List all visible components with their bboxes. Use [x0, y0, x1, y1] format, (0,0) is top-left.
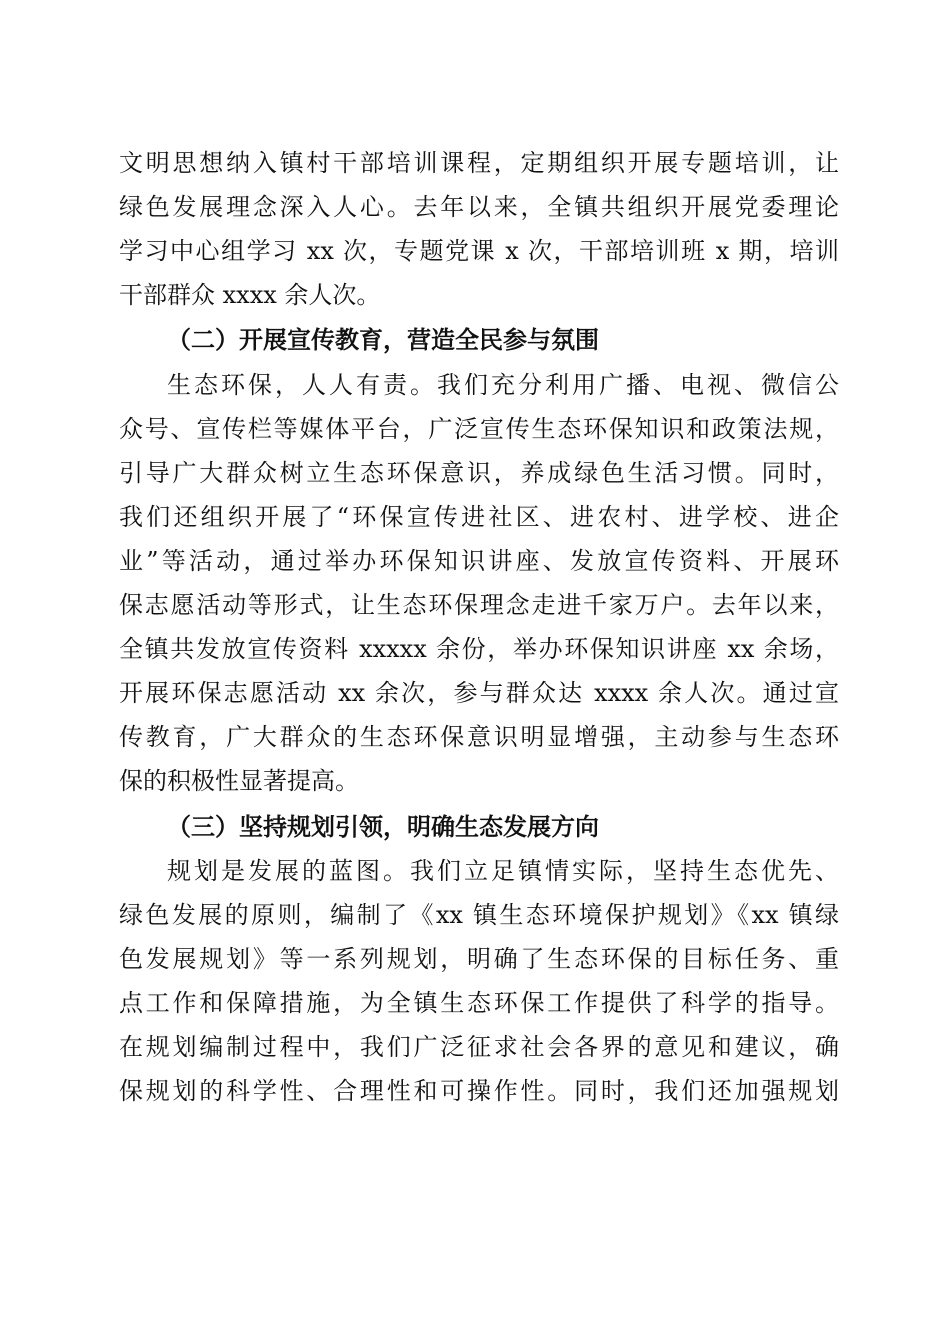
section-2-line-4: 我们还组织开展了“环保宣传进社区、进农村、进学校、进企	[119, 503, 839, 531]
section-2-line-10: 保的积极性显著提高。	[119, 767, 359, 795]
section-3-line-5: 在规划编制过程中，我们广泛征求社会各界的意见和建议，确	[119, 1033, 839, 1061]
section-3-line-1: 规划是发展的蓝图。我们立足镇情实际，坚持生态优先、	[167, 857, 839, 885]
section-2-line-3: 引导广大群众树立生态环保意识，养成绿色生活习惯。同时，	[119, 459, 839, 487]
section-2-line-2: 众号、宣传栏等媒体平台，广泛宣传生态环保知识和政策法规，	[119, 415, 839, 443]
section-3-line-4: 点工作和保障措施，为全镇生态环保工作提供了科学的指导。	[119, 989, 839, 1017]
section-2-line-8: 开展环保志愿活动 xx 余次，参与群众达 xxxx 余人次。通过宣	[119, 679, 839, 707]
section-2-heading: （二）开展宣传教育，营造全民参与氛围	[167, 325, 599, 354]
section-3-line-6: 保规划的科学性、合理性和可操作性。同时，我们还加强规划	[119, 1077, 839, 1105]
section-2-line-1: 生态环保，人人有责。我们充分利用广播、电视、微信公	[167, 371, 839, 399]
paragraph-1-line-4: 干部群众 xxxx 余人次。	[119, 281, 381, 309]
paragraph-1-line-2: 绿色发展理念深入人心。去年以来，全镇共组织开展党委理论	[119, 193, 839, 221]
paragraph-1-line-1: 文明思想纳入镇村干部培训课程，定期组织开展专题培训，让	[119, 149, 839, 177]
section-2-line-5: 业”等活动，通过举办环保知识讲座、发放宣传资料、开展环	[119, 547, 839, 575]
section-3-line-2: 绿色发展的原则，编制了《xx 镇生态环境保护规划》《xx 镇绿	[119, 901, 839, 929]
paragraph-1-line-3: 学习中心组学习 xx 次，专题党课 x 次，干部培训班 x 期，培训	[119, 237, 839, 265]
section-2-line-6: 保志愿活动等形式，让生态环保理念走进千家万户。去年以来，	[119, 591, 839, 619]
section-3-line-3: 色发展规划》等一系列规划，明确了生态环保的目标任务、重	[119, 945, 839, 973]
section-3-heading: （三）坚持规划引领，明确生态发展方向	[167, 812, 599, 841]
section-2-line-7: 全镇共发放宣传资料 xxxxx 余份，举办环保知识讲座 xx 余场，	[119, 635, 839, 663]
section-2-line-9: 传教育，广大群众的生态环保意识明显增强，主动参与生态环	[119, 723, 839, 751]
